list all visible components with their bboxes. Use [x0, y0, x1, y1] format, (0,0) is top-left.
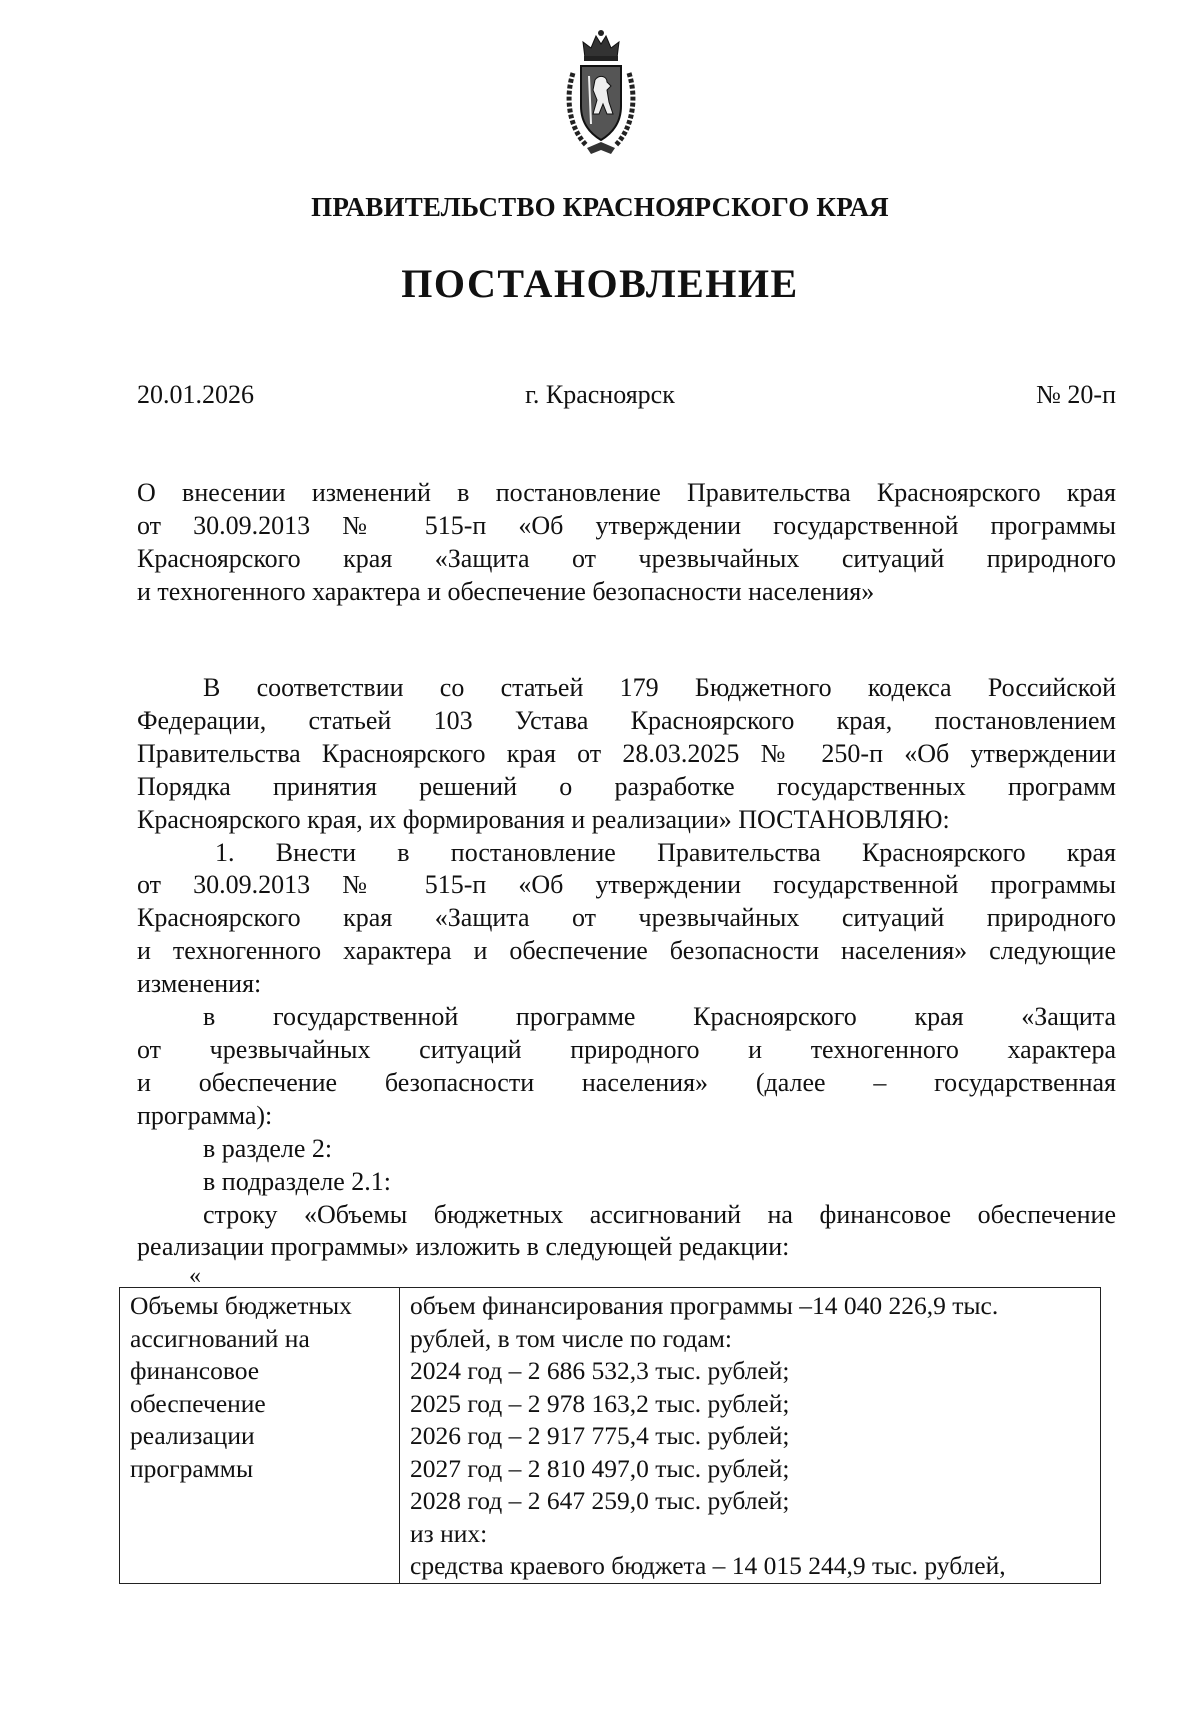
cell-line: финансовое	[130, 1356, 260, 1385]
body-line: В соответствии со статьей 179 Бюджетного кодекса Российской	[203, 673, 1116, 702]
cell-line: программы	[130, 1453, 254, 1483]
body-line: от 30.09.2013 № 515-п «Об утверждении государственной программы	[137, 870, 1116, 900]
cell-line: средства краевого бюджета – 14 015 244,9 тыс. рублей,	[410, 1551, 1006, 1580]
title-line: Красноярского края «Защита от чрезвычайных ситуаций природного	[137, 543, 1116, 573]
document-type: ПОСТАНОВЛЕНИЕ	[401, 261, 799, 306]
cell-line: 2027 год – 2 810 497,0 тыс. рублей;	[410, 1453, 790, 1483]
title-line: от 30.09.2013 № 515-п «Об утверждении государственной программы	[137, 510, 1116, 540]
body-line: Красноярского края «Защита от чрезвычайных ситуаций природного	[137, 903, 1116, 933]
document-body	[137, 672, 1116, 1289]
cell-line: Объемы бюджетных	[130, 1291, 352, 1320]
table-row	[120, 1288, 1101, 1584]
body-line: Порядка принятия решений о разработке государственных программ	[137, 771, 1116, 801]
document-title	[137, 477, 1116, 609]
body-line: Красноярского края, их формирования и реализации» ПОСТАНОВЛЯЮ:	[137, 804, 950, 834]
table-cell-label	[120, 1288, 400, 1584]
body-line: и обеспечение безопасности населения» (далее – государственная	[137, 1067, 1116, 1097]
body-line: Федерации, статьей 103 Устава Красноярского края, постановлением	[137, 705, 1116, 735]
body-line: в государственной программе Красноярского края «Защита	[203, 1002, 1116, 1032]
body-line: изменения:	[137, 969, 262, 999]
document-city: г. Красноярск	[525, 380, 675, 409]
cell-line: 2025 год – 2 978 163,2 тыс. рублей;	[410, 1388, 790, 1418]
body-line: 1. Внести в постановление Правительства Красноярского края	[215, 837, 1116, 867]
cell-line: 2026 год – 2 917 775,4 тыс. рублей;	[410, 1421, 790, 1450]
opening-quote-mark: «	[189, 1263, 201, 1290]
cell-line: из них:	[410, 1518, 488, 1548]
title-line: и техногенного характера и обеспечение безопасности населения»	[137, 576, 875, 606]
body-line: реализации программы» изложить в следующей редакции:	[137, 1232, 790, 1262]
cell-line: 2024 год – 2 686 532,3 тыс. рублей;	[410, 1356, 790, 1385]
body-line: и техногенного характера и обеспечение безопасности населения» следующие	[137, 936, 1116, 966]
coat-of-arms-emblem	[563, 28, 639, 158]
document-date: 20.01.2026	[137, 380, 254, 409]
title-line: О внесении изменений в постановление Правительства Красноярского края	[137, 478, 1116, 507]
cell-line: объем финансирования программы –14 040 226,9 тыс.	[410, 1291, 999, 1320]
cell-line: 2028 год – 2 647 259,0 тыс. рублей;	[410, 1486, 790, 1515]
table-cell-value	[400, 1288, 1101, 1584]
body-line: в разделе 2:	[203, 1133, 333, 1163]
body-line: Правительства Красноярского края от 28.03.2025 № 250-п «Об утверждении	[137, 738, 1116, 768]
cell-line: рублей, в том числе по годам:	[410, 1323, 732, 1353]
body-line: строку «Объемы бюджетных ассигнований на финансовое обеспечение	[203, 1199, 1116, 1229]
body-line: программа):	[137, 1100, 273, 1130]
financing-table	[119, 1287, 1101, 1584]
cell-line: обеспечение	[130, 1388, 266, 1418]
organization-name: ПРАВИТЕЛЬСТВО КРАСНОЯРСКОГО КРАЯ	[311, 192, 889, 222]
cell-line: ассигнований на	[130, 1323, 310, 1353]
body-line: в подразделе 2.1:	[203, 1166, 392, 1196]
cell-line: реализации	[130, 1421, 255, 1450]
body-line: от чрезвычайных ситуаций природного и техногенного характера	[137, 1034, 1116, 1064]
document-number: № 20-п	[1036, 380, 1116, 409]
